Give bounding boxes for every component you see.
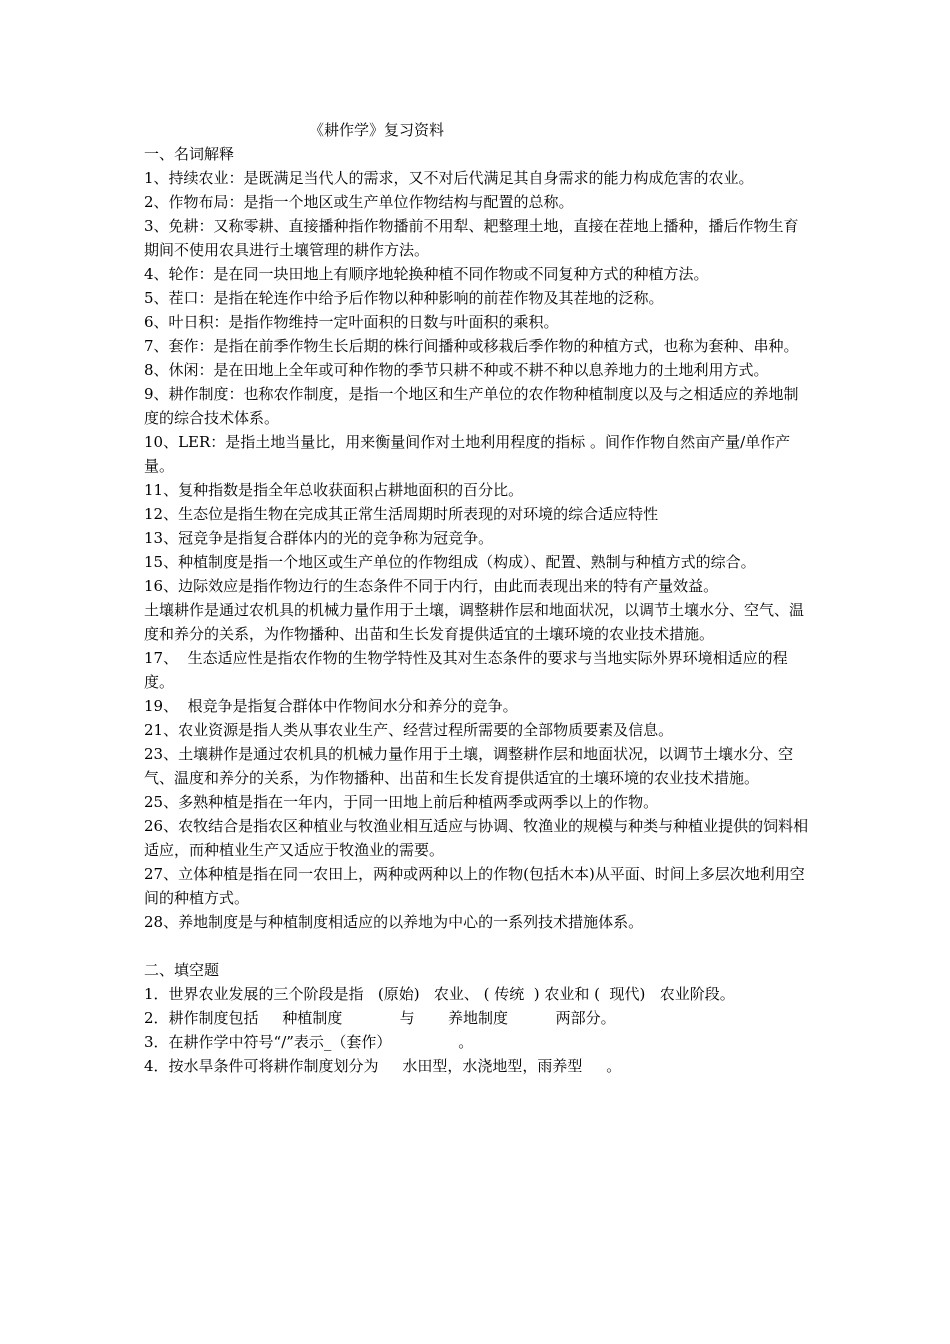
term-item: 11、复种指数是指全年总收获面积占耕地面积的百分比。	[144, 481, 524, 499]
term-item: 13、冠竞争是指复合群体内的光的竞争称为冠竞争。	[144, 529, 494, 547]
section-spacer	[144, 934, 812, 958]
term-item: 23、土壤耕作是通过农机具的机械力量作用于土壤，调整耕作层和地面状况，以调节土壤水分、空气、温度和养分的关系，为作物播种、出苗和生长发育提供适宜的土壤环境的农业技术措施。	[144, 745, 794, 787]
term-item: 25、多熟种植是指在一年内，于同一田地上前后种植两季或两季以上的作物。	[144, 793, 659, 811]
document-page	[144, 118, 812, 1078]
term-item: 1、持续农业：是既满足当代人的需求，又不对后代满足其自身需求的能力构成危害的农业。	[144, 169, 754, 187]
term-item: 8、休闲：是在田地上全年或可种作物的季节只耕不种或不耕不种以息养地力的土地利用方式。	[144, 361, 769, 379]
document-title: 《耕作学》复习资料	[309, 121, 445, 139]
term-item: 28、养地制度是与种植制度相适应的以养地为中心的一系列技术措施体系。	[144, 913, 644, 931]
term-item: 26、农牧结合是指农区种植业与牧渔业相互适应与协调、牧渔业的规模与种类与种植业提供的饲料相适应，而种植业生产又适应于牧渔业的需要。	[144, 817, 809, 859]
term-item: 10、LER：是指土地当量比，用来衡量间作对土地利用程度的指标 。间作作物自然亩产量/单作产量。	[144, 433, 791, 475]
term-item: 21、农业资源是指人类从事农业生产、经营过程所需要的全部物质要素及信息。	[144, 721, 674, 739]
term-item: 27、立体种植是指在同一农田上，两种或两种以上的作物(包括木本)从平面、时间上多层次地利用空间的种植方式。	[144, 865, 805, 907]
term-item: 6、叶日积：是指作物维持一定叶面积的日数与叶面积的乘积。	[144, 313, 559, 331]
term-item: 5、茬口：是指在轮连作中给予后作物以种种影响的前茬作物及其茬地的泛称。	[144, 289, 664, 307]
terms-list	[144, 166, 812, 934]
term-item: 12、生态位是指生物在完成其正常生活周期时所表现的对环境的综合适应特性	[144, 505, 659, 523]
question-item: 1．世界农业发展的三个阶段是指 (原始) 农业、 ( 传统 ) 农业和 ( 现代) 农业阶段。	[144, 985, 735, 1003]
term-item: 7、套作：是指在前季作物生长后期的株行间播种或移栽后季作物的种植方式，也称为套种、串种。	[144, 337, 799, 355]
term-item: 4、轮作：是在同一块田地上有顺序地轮换种植不同作物或不同复种方式的种植方法。	[144, 265, 709, 283]
term-item: 9、耕作制度：也称农作制度，是指一个地区和生产单位的农作物种植制度以及与之相适应的养地制度的综合技术体系。	[144, 385, 799, 427]
term-item: 3、免耕：又称零耕、直接播种指作物播前不用犁、耙整理土地，直接在茬地上播种，播后作物生育期间不使用农具进行土壤管理的耕作方法。	[144, 217, 799, 259]
question-item: 2．耕作制度包括 种植制度 与 养地制度 两部分。	[144, 1009, 616, 1027]
term-item: 15、种植制度是指一个地区或生产单位的作物组成（构成）、配置、熟制与种植方式的综合。	[144, 553, 756, 571]
term-item: 土壤耕作是通过农机具的机械力量作用于土壤，调整耕作层和地面状况，以调节土壤水分、空气、温度和养分的关系，为作物播种、出苗和生长发育提供适宜的土壤环境的农业技术措施。	[144, 601, 805, 643]
question-item: 4．按水旱条件可将耕作制度划分为 水田型，水浇地型，雨养型 。	[144, 1057, 622, 1075]
question-item: 3．在耕作学中符号“/”表示_（套作） 。	[144, 1033, 474, 1051]
term-item: 17、 生态适应性是指农作物的生物学特性及其对生态条件的要求与当地实际外界环境相适应的程度。	[144, 649, 788, 691]
section-heading-fill-blank: 二、填空题	[144, 961, 220, 979]
term-item: 16、边际效应是指作物边行的生态条件不同于内行，由此而表现出来的特有产量效益。	[144, 577, 719, 595]
term-item: 19、 根竞争是指复合群体中作物间水分和养分的竞争。	[144, 697, 518, 715]
section-heading-terms: 一、名词解释	[144, 145, 235, 163]
fill-blank-list	[144, 982, 812, 1078]
term-item: 2、作物布局：是指一个地区或生产单位作物结构与配置的总称。	[144, 193, 574, 211]
